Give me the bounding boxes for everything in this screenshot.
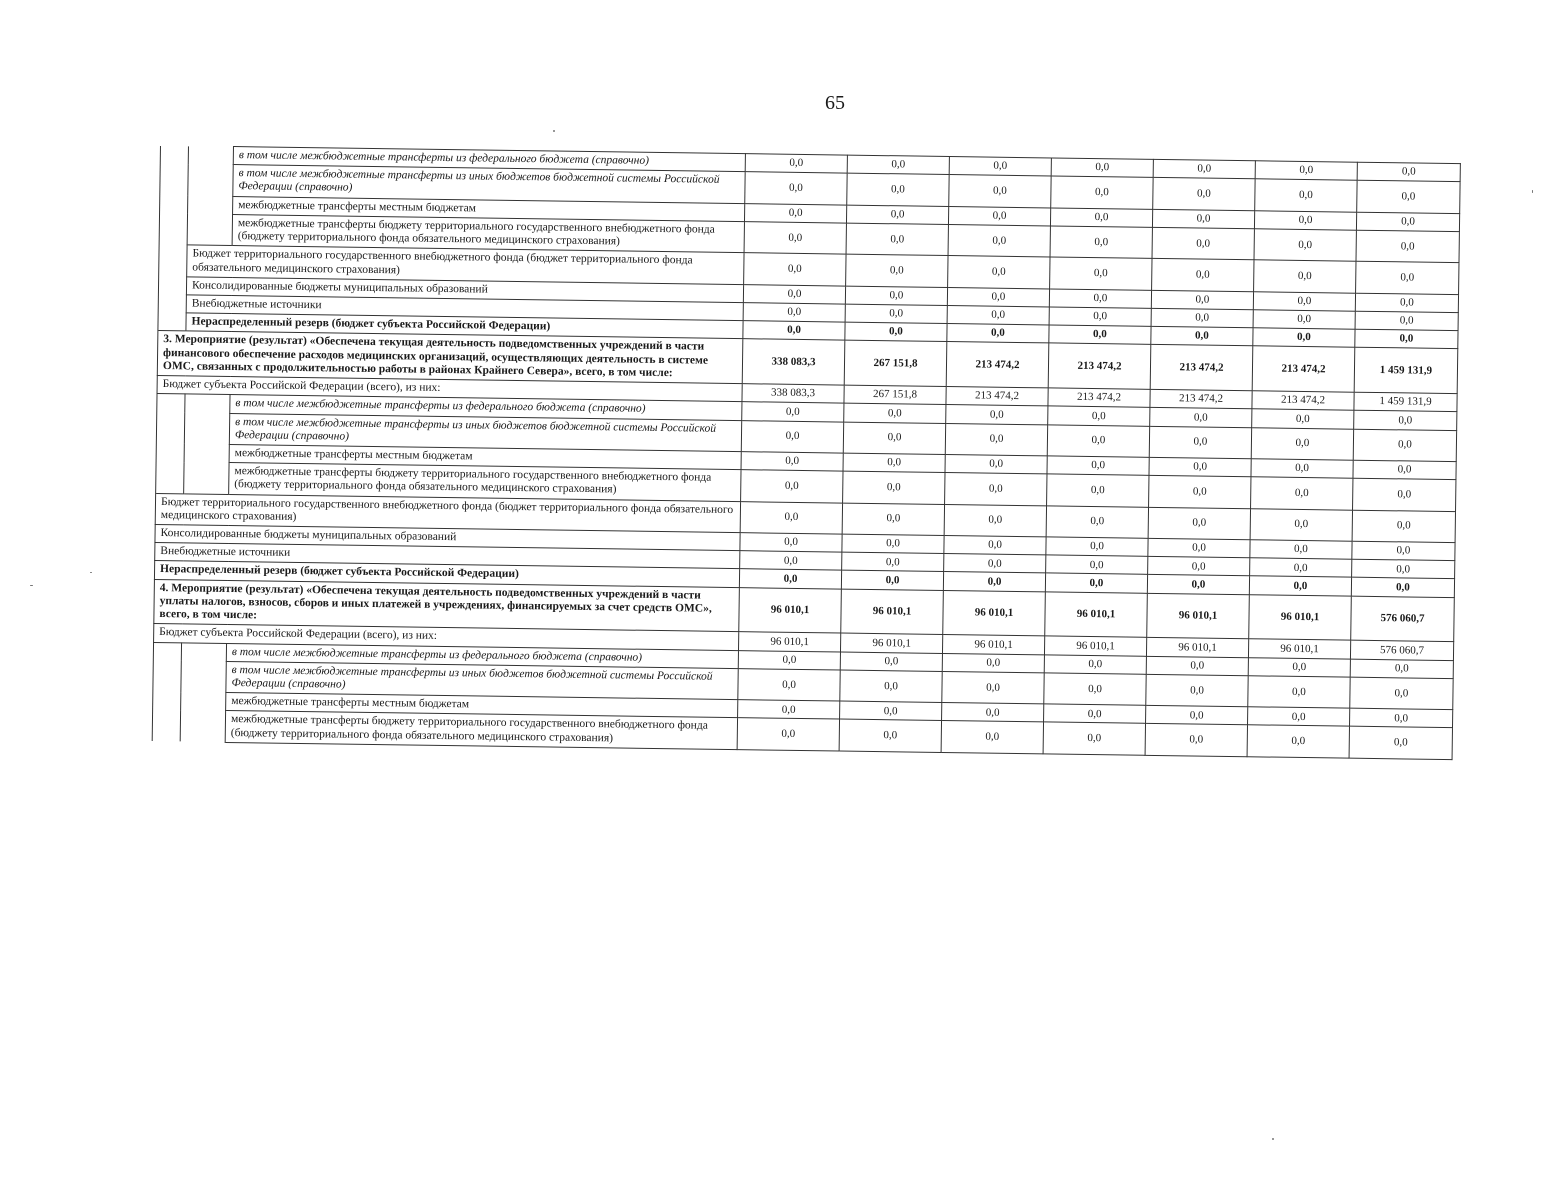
value-cell: 213 474,2 bbox=[1150, 389, 1252, 409]
value-cell: 0,0 bbox=[948, 224, 1050, 257]
value-cell: 0,0 bbox=[1252, 409, 1354, 429]
value-cell: 0,0 bbox=[947, 324, 1049, 344]
total-cell: 0,0 bbox=[1355, 311, 1458, 331]
value-cell: 0,0 bbox=[1250, 558, 1352, 578]
value-cell: 213 474,2 bbox=[1252, 346, 1355, 392]
value-cell: 0,0 bbox=[839, 719, 941, 752]
value-cell: 0,0 bbox=[948, 256, 1050, 289]
budget-table-scan bbox=[152, 145, 1460, 760]
total-cell: 0,0 bbox=[1356, 212, 1459, 232]
value-cell: 0,0 bbox=[942, 653, 1044, 673]
value-cell: 0,0 bbox=[949, 157, 1051, 177]
value-cell: 0,0 bbox=[744, 222, 846, 255]
value-cell: 0,0 bbox=[1254, 229, 1356, 262]
value-cell: 0,0 bbox=[843, 453, 945, 473]
value-cell: 96 010,1 bbox=[739, 587, 842, 633]
value-cell: 0,0 bbox=[1251, 477, 1353, 510]
value-cell: 0,0 bbox=[1251, 459, 1353, 479]
value-cell: 0,0 bbox=[846, 254, 948, 287]
value-cell: 0,0 bbox=[1051, 176, 1153, 209]
value-cell: 0,0 bbox=[842, 534, 944, 554]
total-cell: 0,0 bbox=[1357, 180, 1460, 213]
value-cell: 0,0 bbox=[843, 422, 945, 455]
value-cell: 0,0 bbox=[845, 286, 947, 306]
value-cell: 96 010,1 bbox=[943, 590, 1046, 636]
row-label: Консолидированные бюджеты муниципальных образований bbox=[186, 277, 743, 303]
value-cell: 0,0 bbox=[740, 533, 842, 553]
total-cell: 0,0 bbox=[1350, 677, 1453, 710]
row-label: в том числе межбюджетные трансферты из федерального бюджета (справочно) bbox=[230, 395, 742, 420]
value-cell: 0,0 bbox=[846, 205, 948, 225]
value-cell: 0,0 bbox=[1044, 654, 1146, 674]
total-cell: 0,0 bbox=[1351, 578, 1454, 598]
value-cell: 267 151,8 bbox=[844, 385, 946, 405]
value-cell: 0,0 bbox=[1253, 292, 1355, 312]
value-cell: 213 474,2 bbox=[1048, 343, 1151, 389]
value-cell: 0,0 bbox=[1152, 259, 1254, 292]
row-label: в том числе межбюджетные трансферты из федерального бюджета (справочно) bbox=[233, 147, 745, 172]
value-cell: 0,0 bbox=[1148, 538, 1250, 558]
value-cell: 0,0 bbox=[1049, 289, 1151, 309]
value-cell: 0,0 bbox=[1044, 673, 1146, 706]
value-cell: 0,0 bbox=[844, 403, 946, 423]
indent-cell bbox=[156, 394, 185, 494]
value-cell: 0,0 bbox=[737, 718, 839, 751]
value-cell: 0,0 bbox=[1047, 456, 1149, 476]
value-cell: 0,0 bbox=[1253, 328, 1355, 348]
value-cell: 0,0 bbox=[1046, 555, 1148, 575]
value-cell: 0,0 bbox=[947, 287, 1049, 307]
value-cell: 213 474,2 bbox=[1048, 388, 1150, 408]
value-cell: 0,0 bbox=[945, 454, 1047, 474]
indent-cell bbox=[187, 146, 233, 246]
row-label: межбюджетные трансферты местным бюджетам bbox=[226, 693, 738, 718]
row-label: межбюджетные трансферты местным бюджетам bbox=[233, 196, 745, 221]
indent-cell bbox=[184, 394, 230, 494]
value-cell: 0,0 bbox=[1050, 257, 1152, 290]
value-cell: 0,0 bbox=[1255, 161, 1357, 181]
value-cell: 0,0 bbox=[741, 470, 843, 503]
value-cell: 0,0 bbox=[1146, 706, 1248, 726]
value-cell: 0,0 bbox=[944, 504, 1046, 537]
value-cell: 0,0 bbox=[944, 554, 1046, 574]
value-cell: 0,0 bbox=[847, 155, 949, 175]
value-cell: 0,0 bbox=[949, 175, 1051, 208]
value-cell: 0,0 bbox=[943, 572, 1045, 592]
value-cell: 0,0 bbox=[738, 700, 840, 720]
indent-cell bbox=[152, 642, 181, 742]
scan-speck bbox=[553, 130, 555, 132]
value-cell: 0,0 bbox=[841, 571, 943, 591]
value-cell: 0,0 bbox=[942, 703, 1044, 723]
value-cell: 0,0 bbox=[738, 668, 840, 701]
value-cell: 0,0 bbox=[1253, 310, 1355, 330]
value-cell: 0,0 bbox=[1255, 179, 1357, 212]
value-cell: 0,0 bbox=[845, 304, 947, 324]
scan-speck bbox=[90, 572, 92, 573]
value-cell: 0,0 bbox=[1051, 158, 1153, 178]
value-cell: 0,0 bbox=[942, 671, 1044, 704]
value-cell: 0,0 bbox=[1146, 674, 1248, 707]
value-cell: 0,0 bbox=[945, 423, 1047, 456]
scan-speck bbox=[1532, 190, 1533, 193]
total-cell: 0,0 bbox=[1352, 559, 1455, 579]
value-cell: 0,0 bbox=[1250, 508, 1352, 541]
value-cell: 0,0 bbox=[1153, 178, 1255, 211]
value-cell: 213 474,2 bbox=[1252, 391, 1354, 411]
total-cell: 0,0 bbox=[1355, 293, 1458, 313]
scan-speck bbox=[30, 585, 33, 586]
value-cell: 0,0 bbox=[1151, 308, 1253, 328]
value-cell: 0,0 bbox=[1047, 424, 1149, 457]
value-cell: 0,0 bbox=[741, 420, 843, 453]
value-cell: 96 010,1 bbox=[1249, 594, 1352, 640]
budget-table-body bbox=[152, 146, 1460, 760]
row-label: в том числе межбюджетные трансферты из иных бюджетов бюджетной системы Российской Федерации (справочно) bbox=[233, 165, 745, 204]
value-cell: 96 010,1 bbox=[1044, 636, 1146, 656]
total-cell: 576 060,7 bbox=[1351, 596, 1455, 642]
row-label: Бюджет территориального государственного внебюджетного фонда (бюджет территориального фонда обязательного медицинского страхования) bbox=[187, 245, 744, 284]
value-cell: 0,0 bbox=[840, 652, 942, 672]
row-label: Нераспределенный резерв (бюджет субъекта Российской Федерации) bbox=[186, 313, 743, 339]
value-cell: 0,0 bbox=[739, 569, 841, 589]
row-label: межбюджетные трансферты бюджету территориального государственного внебюджетного фонда (бюджету территориального фонда обязательного медицинского страхования) bbox=[225, 711, 737, 750]
value-cell: 0,0 bbox=[840, 670, 942, 703]
row-label: межбюджетные трансферты бюджету территориального государственного внебюджетного фонда (бюджету территориального фонда обязательного медицинского страхования) bbox=[229, 463, 741, 502]
value-cell: 0,0 bbox=[741, 452, 843, 472]
value-cell: 96 010,1 bbox=[942, 635, 1044, 655]
value-cell: 0,0 bbox=[744, 253, 846, 286]
value-cell: 0,0 bbox=[745, 172, 847, 205]
row-label: 3. Мероприятие (результат) «Обеспечена текущая деятельность подведомственных учреждений в части финансового обеспечение расходов медицинских организаций, осуществляющих деятельность в системе ОМС, связанных с продолжительностью работы в районах Крайнего Севера», всего, в том числе: bbox=[157, 331, 743, 384]
value-cell: 0,0 bbox=[1149, 426, 1251, 459]
value-cell: 0,0 bbox=[1046, 537, 1148, 557]
value-cell: 0,0 bbox=[1145, 724, 1247, 757]
row-label: Консолидированные бюджеты муниципальных образований bbox=[155, 525, 740, 551]
value-cell: 0,0 bbox=[1153, 159, 1255, 179]
page-number: 65 bbox=[825, 92, 845, 114]
row-label: в том числе межбюджетные трансферты из иных бюджетов бюджетной системы Российской Федерации (справочно) bbox=[226, 661, 738, 700]
total-cell: 0,0 bbox=[1352, 541, 1455, 561]
value-cell: 96 010,1 bbox=[1146, 638, 1248, 658]
value-cell: 0,0 bbox=[1146, 656, 1248, 676]
value-cell: 0,0 bbox=[1049, 325, 1151, 345]
value-cell: 0,0 bbox=[1044, 704, 1146, 724]
value-cell: 96 010,1 bbox=[739, 632, 841, 652]
value-cell: 0,0 bbox=[840, 701, 942, 721]
row-label: 4. Мероприятие (результат) «Обеспечена текущая деятельность подведомственных учреждений в части уплаты налогов, взносов, сборов и иных платежей в учреждениях, финансируемых за счет средств ОМС», всего, в том числе: bbox=[154, 579, 740, 632]
value-cell: 0,0 bbox=[740, 551, 842, 571]
value-cell: 0,0 bbox=[1049, 307, 1151, 327]
value-cell: 0,0 bbox=[1151, 290, 1253, 310]
total-cell: 0,0 bbox=[1357, 162, 1460, 182]
value-cell: 0,0 bbox=[1048, 406, 1150, 426]
value-cell: 338 083,3 bbox=[742, 339, 845, 385]
value-cell: 0,0 bbox=[1254, 210, 1356, 230]
total-cell: 0,0 bbox=[1354, 410, 1457, 430]
scan-speck bbox=[1272, 1138, 1274, 1140]
value-cell: 213 474,2 bbox=[946, 342, 1049, 388]
value-cell: 0,0 bbox=[1147, 575, 1249, 595]
value-cell: 213 474,2 bbox=[1150, 345, 1253, 391]
value-cell: 96 010,1 bbox=[840, 633, 942, 653]
value-cell: 0,0 bbox=[944, 536, 1046, 556]
value-cell: 338 083,3 bbox=[742, 384, 844, 404]
value-cell: 96 010,1 bbox=[1147, 593, 1250, 639]
value-cell: 0,0 bbox=[948, 206, 1050, 226]
value-cell: 0,0 bbox=[743, 303, 845, 323]
budget-table bbox=[152, 145, 1461, 760]
total-cell: 576 060,7 bbox=[1350, 641, 1453, 661]
row-label: межбюджетные трансферты бюджету территориального государственного внебюджетного фонда (бюджету территориального фонда обязательного медицинского страхования) bbox=[232, 214, 744, 253]
value-cell: 96 010,1 bbox=[841, 589, 944, 635]
value-cell: 0,0 bbox=[1149, 475, 1251, 508]
total-cell: 0,0 bbox=[1355, 329, 1458, 349]
value-cell: 0,0 bbox=[842, 552, 944, 572]
value-cell: 0,0 bbox=[1047, 474, 1149, 507]
value-cell: 0,0 bbox=[743, 284, 845, 304]
indent-cell bbox=[180, 642, 226, 742]
value-cell: 0,0 bbox=[1152, 209, 1254, 229]
total-cell: 0,0 bbox=[1349, 727, 1452, 760]
value-cell: 0,0 bbox=[846, 223, 948, 256]
value-cell: 0,0 bbox=[947, 305, 1049, 325]
total-cell: 0,0 bbox=[1353, 478, 1456, 511]
value-cell: 0,0 bbox=[1248, 657, 1350, 677]
value-cell: 0,0 bbox=[1151, 327, 1253, 347]
value-cell: 0,0 bbox=[1050, 226, 1152, 259]
value-cell: 0,0 bbox=[843, 471, 945, 504]
value-cell: 267 151,8 bbox=[844, 340, 947, 386]
row-label: Внебюджетные источники bbox=[155, 543, 740, 569]
value-cell: 0,0 bbox=[1248, 707, 1350, 727]
value-cell: 0,0 bbox=[946, 405, 1048, 425]
value-cell: 0,0 bbox=[1152, 227, 1254, 260]
value-cell: 0,0 bbox=[1148, 507, 1250, 540]
total-cell: 0,0 bbox=[1353, 429, 1456, 462]
total-cell: 0,0 bbox=[1352, 510, 1455, 543]
row-label: Бюджет субъекта Российской Федерации (всего), из них: bbox=[157, 376, 742, 402]
row-label: межбюджетные трансферты местным бюджетам bbox=[229, 444, 741, 469]
value-cell: 0,0 bbox=[742, 402, 844, 422]
total-cell: 0,0 bbox=[1350, 659, 1453, 679]
total-cell: 1 459 131,9 bbox=[1354, 348, 1458, 394]
value-cell: 0,0 bbox=[744, 203, 846, 223]
value-cell: 0,0 bbox=[738, 650, 840, 670]
value-cell: 0,0 bbox=[842, 503, 944, 536]
row-label: Бюджет субъекта Российской Федерации (всего), из них: bbox=[154, 624, 739, 650]
value-cell: 0,0 bbox=[745, 154, 847, 174]
value-cell: 0,0 bbox=[740, 501, 842, 534]
row-label: Внебюджетные источники bbox=[186, 295, 743, 321]
value-cell: 96 010,1 bbox=[1045, 592, 1148, 638]
value-cell: 0,0 bbox=[847, 173, 949, 206]
row-label: Нераспределенный резерв (бюджет субъекта Российской Федерации) bbox=[154, 561, 739, 587]
value-cell: 0,0 bbox=[1249, 576, 1351, 596]
indent-cell bbox=[158, 146, 189, 332]
value-cell: 213 474,2 bbox=[946, 387, 1048, 407]
total-cell: 0,0 bbox=[1353, 460, 1456, 480]
row-label: в том числе межбюджетные трансферты из федерального бюджета (справочно) bbox=[226, 643, 738, 668]
total-cell: 0,0 bbox=[1349, 708, 1452, 728]
total-cell: 0,0 bbox=[1356, 262, 1459, 295]
value-cell: 0,0 bbox=[743, 321, 845, 341]
value-cell: 0,0 bbox=[1043, 722, 1145, 755]
value-cell: 0,0 bbox=[1254, 260, 1356, 293]
value-cell: 0,0 bbox=[1250, 540, 1352, 560]
total-cell: 1 459 131,9 bbox=[1354, 392, 1457, 412]
row-label: в том числе межбюджетные трансферты из иных бюджетов бюджетной системы Российской Федерации (справочно) bbox=[229, 413, 741, 452]
value-cell: 0,0 bbox=[845, 322, 947, 342]
value-cell: 96 010,1 bbox=[1248, 639, 1350, 659]
value-cell: 0,0 bbox=[1148, 557, 1250, 577]
value-cell: 0,0 bbox=[1046, 506, 1148, 539]
value-cell: 0,0 bbox=[1247, 725, 1349, 758]
row-label: Бюджет территориального государственного внебюджетного фонда (бюджет территориального фонда обязательного медицинского страхования) bbox=[155, 493, 740, 533]
value-cell: 0,0 bbox=[945, 473, 1047, 506]
value-cell: 0,0 bbox=[1045, 573, 1147, 593]
value-cell: 0,0 bbox=[1050, 208, 1152, 228]
value-cell: 0,0 bbox=[941, 721, 1043, 754]
value-cell: 0,0 bbox=[1150, 408, 1252, 428]
value-cell: 0,0 bbox=[1149, 457, 1251, 477]
total-cell: 0,0 bbox=[1356, 230, 1459, 263]
value-cell: 0,0 bbox=[1251, 427, 1353, 460]
value-cell: 0,0 bbox=[1248, 676, 1350, 709]
